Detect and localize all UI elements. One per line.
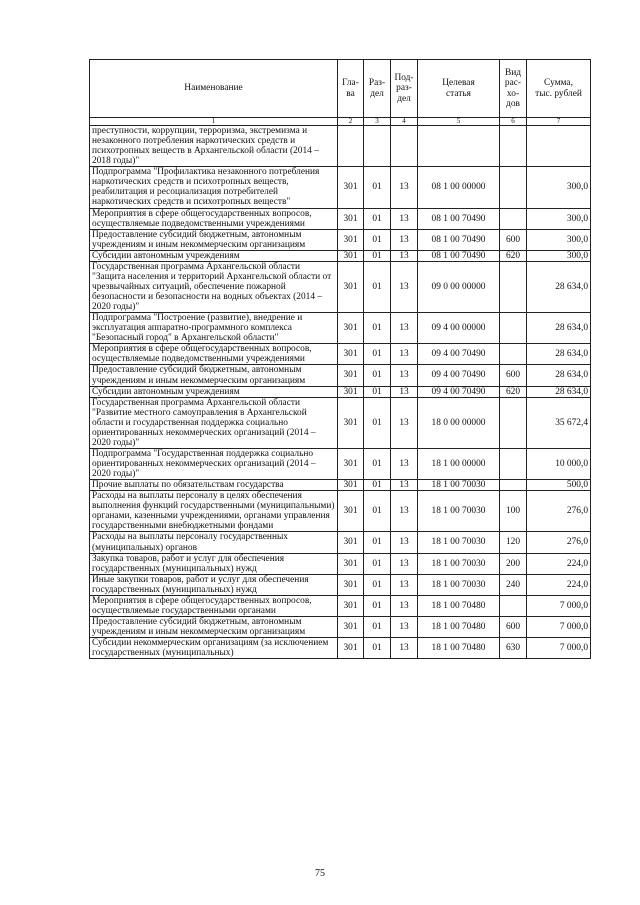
row-vid-cell: 600 [500, 616, 527, 637]
row-target-cell: 08 1 00 00000 [418, 167, 500, 208]
row-target-cell: 18 1 00 70030 [418, 553, 500, 574]
row-name-cell: Расходы на выплаты персоналу государственных (муниципальных) органов [90, 532, 338, 553]
row-podrazdel-cell [391, 126, 418, 167]
column-number: 5 [418, 118, 500, 126]
row-name-cell: Государственная программа Архангельской области "Защита населения и территорий Архангельской области от чрезвычайных ситуаций, обеспечение пожарной безопасности и безопасности на водных объектах (2014 – 2020 годы)" [90, 261, 338, 312]
row-razdel-cell: 01 [364, 208, 391, 229]
row-glava-cell: 301 [338, 448, 364, 479]
page-number: 75 [315, 868, 325, 879]
row-podrazdel-cell: 13 [391, 313, 418, 344]
row-name-cell: Прочие выплаты по обязательствам государства [90, 480, 338, 491]
column-number: 3 [364, 118, 391, 126]
row-vid-cell [500, 313, 527, 344]
budget-table-container [89, 59, 590, 659]
table-row [90, 126, 591, 167]
row-razdel-cell: 01 [364, 574, 391, 595]
row-podrazdel-cell: 13 [391, 480, 418, 491]
row-vid-cell [500, 261, 527, 312]
header-target: Целевая статья [418, 60, 500, 118]
row-name-cell: Подпрограмма "Государственная поддержка социально ориентированных некоммерческих организаций (2014 – 2020 годы)" [90, 448, 338, 479]
row-vid-cell [500, 344, 527, 365]
header-podrazdel: Под- раз- дел [391, 60, 418, 118]
row-sum-cell: 276,0 [527, 491, 591, 532]
table-row [90, 397, 591, 448]
header-name: Наименование [90, 60, 338, 118]
row-razdel-cell: 01 [364, 616, 391, 637]
column-number: 7 [527, 118, 591, 126]
row-vid-cell: 630 [500, 638, 527, 659]
row-name-cell: преступности, коррупции, терроризма, экстремизма и незаконного потребления наркотических средств и психотропных веществ в Архангельской области (2014 – 2018 годы)" [90, 126, 338, 167]
row-name-cell: Государственная программа Архангельской области "Развитие местного самоуправления в Архангельской области и государственная поддержка социально ориентированных некоммерческих организаций (2014 – 2020 годы)" [90, 397, 338, 448]
row-podrazdel-cell: 13 [391, 638, 418, 659]
row-glava-cell: 301 [338, 365, 364, 386]
row-vid-cell [500, 397, 527, 448]
row-podrazdel-cell: 13 [391, 167, 418, 208]
row-sum-cell: 7 000,0 [527, 638, 591, 659]
row-razdel-cell: 01 [364, 491, 391, 532]
row-sum-cell: 300,0 [527, 208, 591, 229]
row-glava-cell: 301 [338, 261, 364, 312]
row-sum-cell: 28 634,0 [527, 313, 591, 344]
row-sum-cell: 300,0 [527, 229, 591, 250]
table-row [90, 365, 591, 386]
row-sum-cell: 224,0 [527, 553, 591, 574]
row-target-cell: 18 1 00 70480 [418, 616, 500, 637]
table-row [90, 532, 591, 553]
row-glava-cell: 301 [338, 616, 364, 637]
row-razdel-cell: 01 [364, 250, 391, 261]
row-glava-cell: 301 [338, 553, 364, 574]
row-sum-cell: 276,0 [527, 532, 591, 553]
row-razdel-cell: 01 [364, 229, 391, 250]
row-sum-cell: 300,0 [527, 250, 591, 261]
row-glava-cell [338, 126, 364, 167]
table-row [90, 616, 591, 637]
row-vid-cell: 620 [500, 250, 527, 261]
row-name-cell: Мероприятия в сфере общегосударственных вопросов, осуществляемые подведомственными учреждениями [90, 344, 338, 365]
row-podrazdel-cell: 13 [391, 574, 418, 595]
row-razdel-cell: 01 [364, 365, 391, 386]
row-vid-cell: 120 [500, 532, 527, 553]
row-glava-cell: 301 [338, 167, 364, 208]
row-glava-cell: 301 [338, 480, 364, 491]
row-target-cell: 08 1 00 70490 [418, 229, 500, 250]
row-vid-cell [500, 167, 527, 208]
row-target-cell: 18 1 00 00000 [418, 448, 500, 479]
table-row [90, 344, 591, 365]
row-target-cell: 18 1 00 70030 [418, 491, 500, 532]
row-razdel-cell: 01 [364, 448, 391, 479]
row-name-cell: Подпрограмма "Построение (развитие), внедрение и эксплуатация аппаратно-программного комплекса "Безопасный город" в Архангельской области" [90, 313, 338, 344]
row-target-cell: 09 4 00 00000 [418, 313, 500, 344]
row-sum-cell: 7 000,0 [527, 616, 591, 637]
budget-table [89, 59, 591, 659]
row-razdel-cell: 01 [364, 397, 391, 448]
row-sum-cell: 10 000,0 [527, 448, 591, 479]
row-name-cell: Субсидии автономным учреждениям [90, 250, 338, 261]
row-target-cell: 18 0 00 00000 [418, 397, 500, 448]
row-vid-cell [500, 126, 527, 167]
table-row [90, 480, 591, 491]
row-name-cell: Мероприятия в сфере общегосударственных вопросов, осуществляемые государственными органами [90, 595, 338, 616]
row-vid-cell [500, 448, 527, 479]
header-glava: Гла- ва [338, 60, 364, 118]
row-vid-cell: 600 [500, 229, 527, 250]
row-razdel-cell [364, 126, 391, 167]
header-row [90, 60, 591, 118]
row-name-cell: Предоставление субсидий бюджетным, автономным учреждениям и иным некоммерческим организациям [90, 365, 338, 386]
row-podrazdel-cell: 13 [391, 491, 418, 532]
row-target-cell: 09 0 00 00000 [418, 261, 500, 312]
row-razdel-cell: 01 [364, 638, 391, 659]
row-glava-cell: 301 [338, 250, 364, 261]
row-vid-cell: 200 [500, 553, 527, 574]
row-sum-cell: 300,0 [527, 167, 591, 208]
row-target-cell: 18 1 00 70030 [418, 480, 500, 491]
row-razdel-cell: 01 [364, 595, 391, 616]
row-name-cell: Иные закупки товаров, работ и услуг для обеспечения государственных (муниципальных) нужд [90, 574, 338, 595]
table-row [90, 250, 591, 261]
column-number: 2 [338, 118, 364, 126]
row-sum-cell: 28 634,0 [527, 344, 591, 365]
row-name-cell: Субсидии некоммерческим организациям (за исключением государственных (муниципальных) [90, 638, 338, 659]
row-vid-cell: 240 [500, 574, 527, 595]
table-row [90, 638, 591, 659]
row-target-cell: 08 1 00 70490 [418, 250, 500, 261]
row-podrazdel-cell: 13 [391, 448, 418, 479]
row-sum-cell: 224,0 [527, 574, 591, 595]
row-podrazdel-cell: 13 [391, 386, 418, 397]
row-glava-cell: 301 [338, 313, 364, 344]
table-row [90, 261, 591, 312]
row-target-cell: 09 4 00 70490 [418, 344, 500, 365]
row-podrazdel-cell: 13 [391, 250, 418, 261]
row-vid-cell [500, 480, 527, 491]
row-target-cell: 09 4 00 70490 [418, 365, 500, 386]
table-row [90, 386, 591, 397]
header-vid: Вид рас- хо- дов [500, 60, 527, 118]
table-row [90, 595, 591, 616]
table-row [90, 167, 591, 208]
row-podrazdel-cell: 13 [391, 553, 418, 574]
row-razdel-cell: 01 [364, 386, 391, 397]
row-sum-cell [527, 126, 591, 167]
row-target-cell: 09 4 00 70490 [418, 386, 500, 397]
row-target-cell: 18 1 00 70480 [418, 595, 500, 616]
column-number-row [90, 118, 591, 126]
row-glava-cell: 301 [338, 638, 364, 659]
row-glava-cell: 301 [338, 229, 364, 250]
row-target-cell [418, 126, 500, 167]
row-glava-cell: 301 [338, 574, 364, 595]
row-vid-cell: 620 [500, 386, 527, 397]
table-row [90, 448, 591, 479]
row-glava-cell: 301 [338, 532, 364, 553]
row-glava-cell: 301 [338, 344, 364, 365]
row-podrazdel-cell: 13 [391, 595, 418, 616]
row-target-cell: 18 1 00 70030 [418, 574, 500, 595]
column-number: 1 [90, 118, 338, 126]
row-vid-cell: 600 [500, 365, 527, 386]
row-sum-cell: 28 634,0 [527, 261, 591, 312]
row-name-cell: Субсидии автономным учреждениям [90, 386, 338, 397]
table-body [90, 126, 591, 659]
row-vid-cell [500, 208, 527, 229]
table-row [90, 313, 591, 344]
row-podrazdel-cell: 13 [391, 532, 418, 553]
row-glava-cell: 301 [338, 386, 364, 397]
row-podrazdel-cell: 13 [391, 616, 418, 637]
table-row [90, 553, 591, 574]
row-sum-cell: 28 634,0 [527, 386, 591, 397]
row-podrazdel-cell: 13 [391, 365, 418, 386]
column-number: 4 [391, 118, 418, 126]
row-razdel-cell: 01 [364, 532, 391, 553]
row-sum-cell: 35 672,4 [527, 397, 591, 448]
row-glava-cell: 301 [338, 397, 364, 448]
row-podrazdel-cell: 13 [391, 229, 418, 250]
row-razdel-cell: 01 [364, 261, 391, 312]
row-podrazdel-cell: 13 [391, 344, 418, 365]
table-row [90, 574, 591, 595]
row-glava-cell: 301 [338, 208, 364, 229]
row-podrazdel-cell: 13 [391, 261, 418, 312]
table-row [90, 208, 591, 229]
row-podrazdel-cell: 13 [391, 208, 418, 229]
row-razdel-cell: 01 [364, 167, 391, 208]
header-razdel: Раз- дел [364, 60, 391, 118]
header-sum: Сумма, тыс. рублей [527, 60, 591, 118]
row-razdel-cell: 01 [364, 344, 391, 365]
row-name-cell: Закупка товаров, работ и услуг для обеспечения государственных (муниципальных) нужд [90, 553, 338, 574]
row-name-cell: Предоставление субсидий бюджетным, автономным учреждениям и иным некоммерческим организациям [90, 229, 338, 250]
table-row [90, 229, 591, 250]
row-target-cell: 08 1 00 70490 [418, 208, 500, 229]
row-name-cell: Мероприятия в сфере общегосударственных вопросов, осуществляемые подведомственными учреждениями [90, 208, 338, 229]
row-glava-cell: 301 [338, 491, 364, 532]
row-podrazdel-cell: 13 [391, 397, 418, 448]
row-glava-cell: 301 [338, 595, 364, 616]
row-name-cell: Расходы на выплаты персоналу в целях обеспечения выполнения функций государственными (муниципальными) органами, казенными учреждениями, органами управления государственными внебюджетными фондами [90, 491, 338, 532]
row-sum-cell: 500,0 [527, 480, 591, 491]
row-target-cell: 18 1 00 70030 [418, 532, 500, 553]
row-sum-cell: 28 634,0 [527, 365, 591, 386]
row-razdel-cell: 01 [364, 313, 391, 344]
row-vid-cell [500, 595, 527, 616]
row-vid-cell: 100 [500, 491, 527, 532]
column-number: 6 [500, 118, 527, 126]
row-name-cell: Предоставление субсидий бюджетным, автономным учреждениям и иным некоммерческим организациям [90, 616, 338, 637]
table-row [90, 491, 591, 532]
row-name-cell: Подпрограмма "Профилактика незаконного потребления наркотических средств и психотропных веществ, реабилитация и ресоциализация потребителей наркотических средств и психотропных веществ" [90, 167, 338, 208]
row-sum-cell: 7 000,0 [527, 595, 591, 616]
row-target-cell: 18 1 00 70480 [418, 638, 500, 659]
row-razdel-cell: 01 [364, 480, 391, 491]
row-razdel-cell: 01 [364, 553, 391, 574]
